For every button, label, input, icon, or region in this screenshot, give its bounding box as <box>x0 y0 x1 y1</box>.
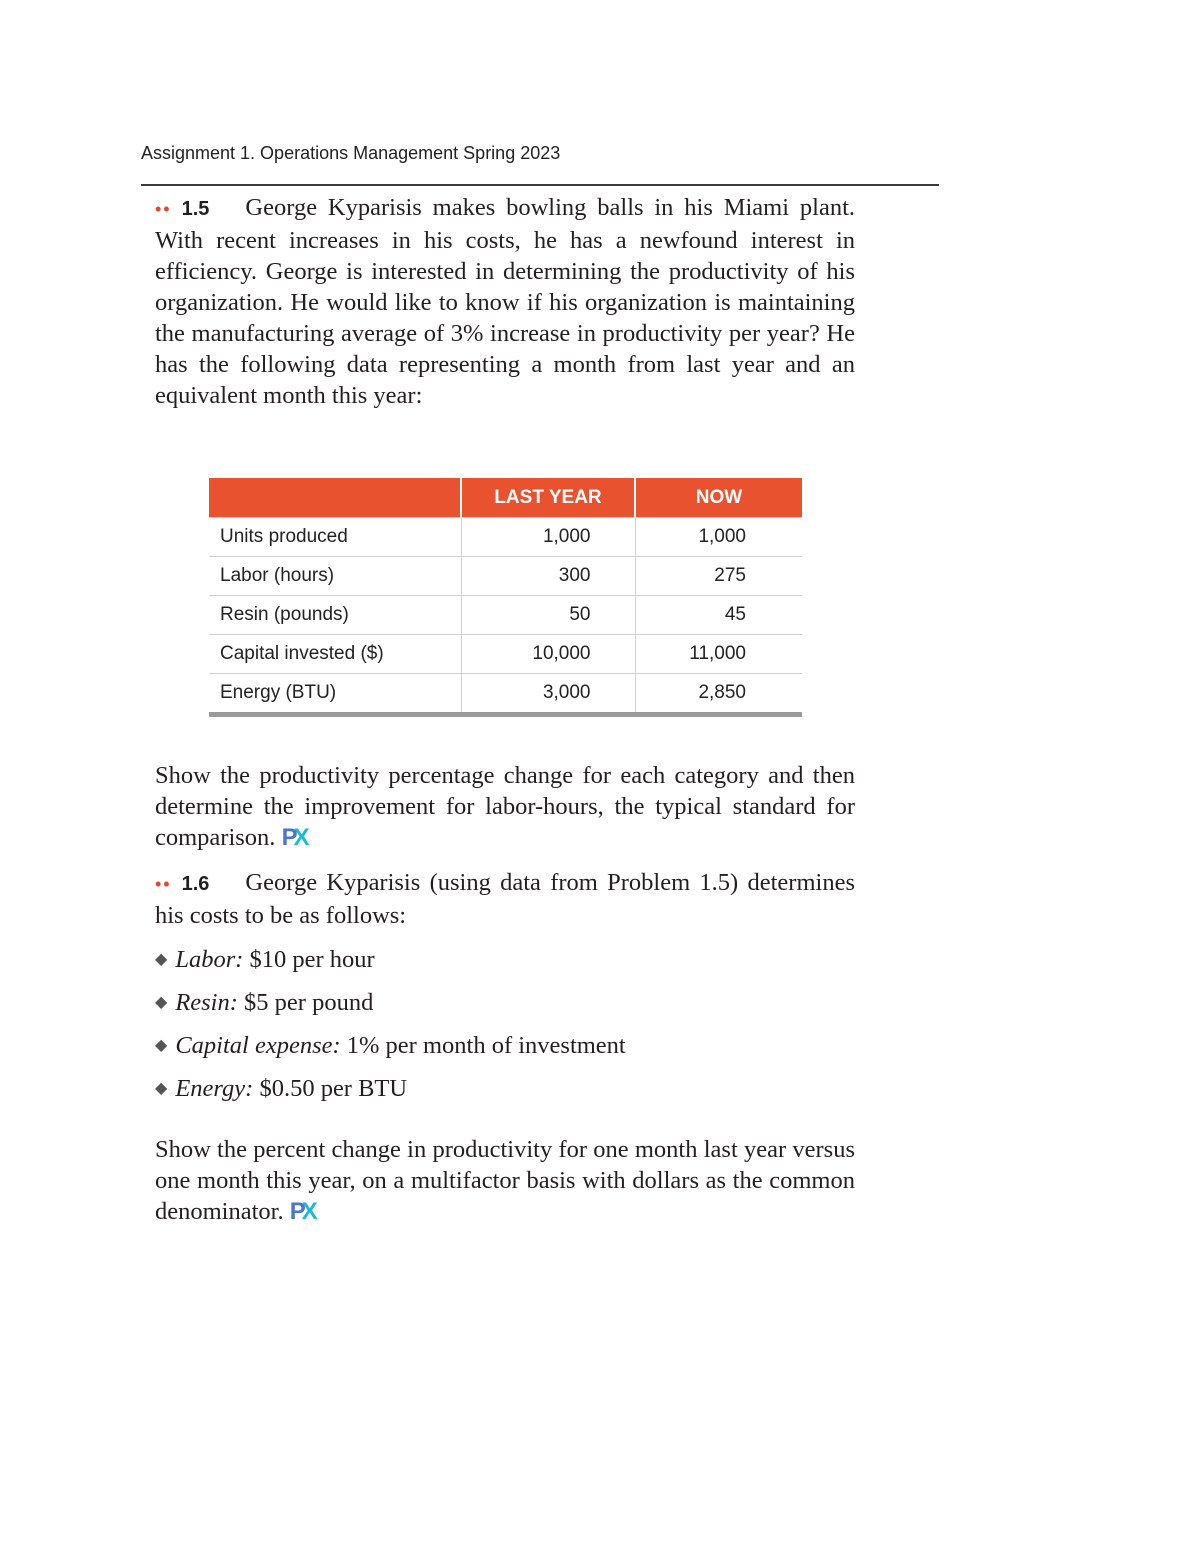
now-value: 275 <box>635 557 802 596</box>
bullet-label: Capital expense: <box>175 1032 341 1059</box>
row-label: Units produced <box>209 518 461 557</box>
problem-1-5-follow-up <box>155 760 855 853</box>
table-row <box>209 635 802 674</box>
row-label: Capital invested ($) <box>209 635 461 674</box>
px-icon: PX <box>281 824 306 851</box>
table-row <box>209 518 802 557</box>
difficulty-dots-icon: •• <box>155 874 172 894</box>
problem-number: 1.5 <box>181 198 210 220</box>
problem-1-6-paragraph <box>155 867 855 931</box>
problem-1-6-follow-up <box>155 1134 855 1227</box>
bullet-label: Labor: <box>175 946 244 973</box>
table-row <box>209 596 802 635</box>
difficulty-dots-icon: •• <box>155 199 172 219</box>
bullet-label: Resin: <box>175 989 238 1016</box>
table-header-now: NOW <box>635 478 802 518</box>
document-header: Assignment 1. Operations Management Spring 2023 <box>141 143 561 163</box>
follow-up-text: Show the productivity percentage change for each category and then determine the improvement for labor-hours, the typical standard for comparison. <box>155 762 855 851</box>
table-row <box>209 557 802 596</box>
header-divider <box>141 184 939 186</box>
bullet-value: $5 per pound <box>244 989 374 1016</box>
now-value: 2,850 <box>635 674 802 715</box>
table-row <box>209 674 802 715</box>
bullet-label: Energy: <box>175 1075 254 1102</box>
bullet-value: $0.50 per BTU <box>259 1075 408 1102</box>
diamond-bullet-icon: ◆ <box>155 1037 168 1054</box>
cost-bullet-list <box>155 944 855 1116</box>
row-label: Resin (pounds) <box>209 596 461 635</box>
bullet-value: $10 per hour <box>249 946 375 973</box>
problem-1-5-paragraph <box>155 192 855 411</box>
diamond-bullet-icon: ◆ <box>155 951 168 968</box>
table-header-blank <box>209 478 461 518</box>
last-year-value: 1,000 <box>461 518 635 557</box>
list-item <box>155 987 855 1030</box>
last-year-value: 3,000 <box>461 674 635 715</box>
list-item <box>155 1030 855 1073</box>
problem-text: George Kyparisis makes bowling balls in his Miami plant. With recent increases in his costs, he has a newfound interest in efficiency. George is interested in determining the productivity of his organization. He would like to know if his organization is maintaining the manufacturing average of 3% increase in productivity per year? He has the following data representing a month from last year and an equivalent month this year: <box>155 194 855 409</box>
diamond-bullet-icon: ◆ <box>155 1080 168 1097</box>
table-header-last-year: LAST YEAR <box>461 478 635 518</box>
diamond-bullet-icon: ◆ <box>155 994 168 1011</box>
row-label: Labor (hours) <box>209 557 461 596</box>
bullet-value: 1% per month of investment <box>346 1032 626 1059</box>
problem-text: George Kyparisis (using data from Problem 1.5) determines his costs to be as follows: <box>155 869 855 929</box>
productivity-data-table <box>209 478 802 717</box>
list-item <box>155 944 855 987</box>
problem-number: 1.6 <box>181 873 210 895</box>
row-label: Energy (BTU) <box>209 674 461 715</box>
px-icon: PX <box>289 1198 314 1225</box>
now-value: 45 <box>635 596 802 635</box>
now-value: 1,000 <box>635 518 802 557</box>
follow-up-text: Show the percent change in productivity for one month last year versus one month this year, on a multifactor basis with dollars as the common denominator. <box>155 1136 855 1225</box>
table-header-row <box>209 478 802 518</box>
now-value: 11,000 <box>635 635 802 674</box>
list-item <box>155 1073 855 1116</box>
last-year-value: 10,000 <box>461 635 635 674</box>
last-year-value: 50 <box>461 596 635 635</box>
last-year-value: 300 <box>461 557 635 596</box>
